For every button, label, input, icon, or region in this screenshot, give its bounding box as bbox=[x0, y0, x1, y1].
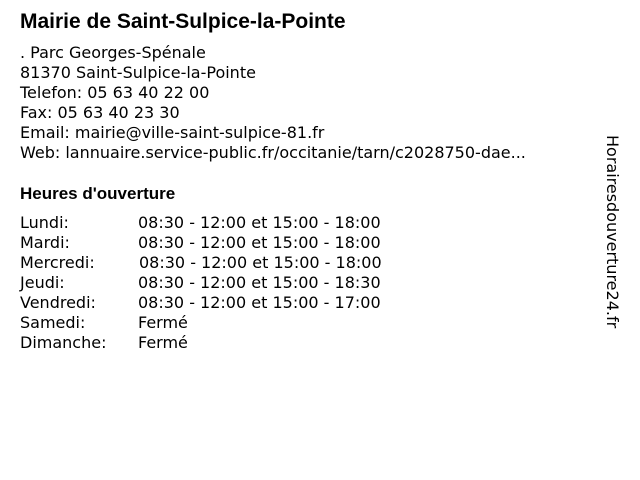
hours-value: 08:30 - 12:00 et 15:00 - 18:00 bbox=[138, 233, 381, 252]
hours-value: 08:30 - 12:00 et 15:00 - 17:00 bbox=[138, 293, 381, 312]
day-label: Samedi: bbox=[20, 313, 86, 332]
day-label: Vendredi: bbox=[20, 293, 96, 312]
hours-value: Fermé bbox=[138, 333, 188, 352]
hours-value: 08:30 - 12:00 et 15:00 - 18:00 bbox=[138, 213, 381, 232]
website-url: Web: lannuaire.service-public.fr/occitanie/tarn/c2028750-dae... bbox=[20, 143, 526, 162]
hours-value: 08:30 - 12:00 et 15:00 - 18:30 bbox=[138, 273, 381, 292]
fax-number: Fax: 05 63 40 23 30 bbox=[20, 103, 180, 122]
hours-heading: Heures d'ouverture bbox=[20, 184, 176, 203]
page-title: Mairie de Saint-Sulpice-la-Pointe bbox=[20, 10, 346, 33]
day-label: Jeudi: bbox=[20, 273, 65, 292]
hours-value: Fermé bbox=[138, 313, 188, 332]
day-label: Mercredi: bbox=[20, 253, 95, 272]
contact-block bbox=[20, 43, 526, 163]
phone-number: Telefon: 05 63 40 22 00 bbox=[20, 83, 210, 102]
day-label: Mardi: bbox=[20, 233, 70, 252]
address-city: 81370 Saint-Sulpice-la-Pointe bbox=[20, 63, 256, 82]
day-label: Lundi: bbox=[20, 213, 69, 232]
address-street: . Parc Georges-Spénale bbox=[20, 43, 206, 62]
hours-value: 08:30 - 12:00 et 15:00 - 18:00 bbox=[139, 253, 382, 272]
site-watermark: Horairesdouverture24.fr bbox=[603, 135, 622, 329]
email-address: Email: mairie@ville-saint-sulpice-81.fr bbox=[20, 123, 325, 142]
day-label: Dimanche: bbox=[20, 333, 107, 352]
